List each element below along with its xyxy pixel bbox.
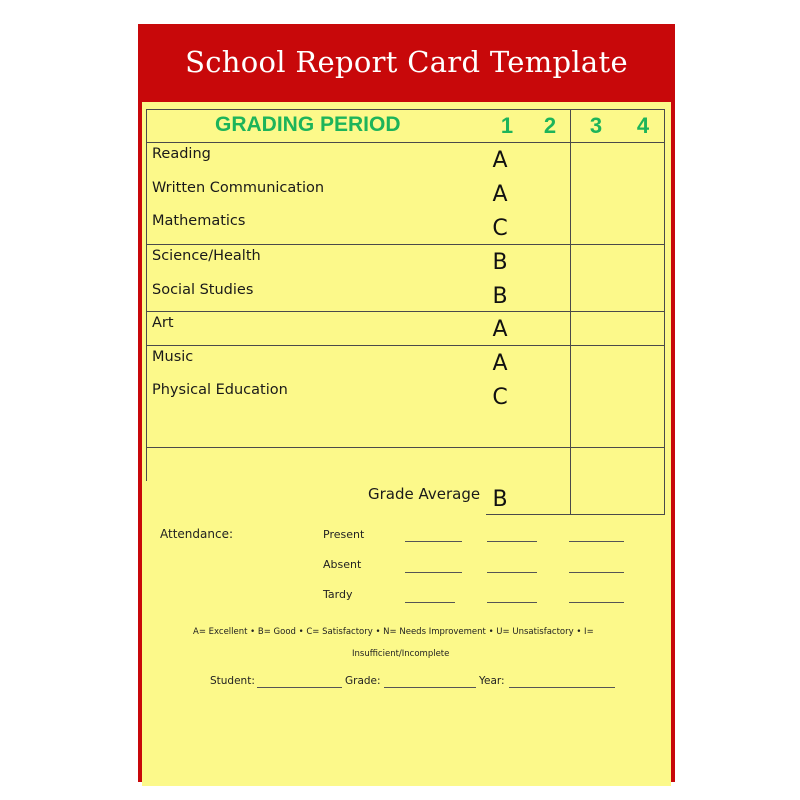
- subject-grade: C: [492, 385, 508, 410]
- attendance-blank: [569, 572, 624, 573]
- subject-name: Science/Health: [152, 248, 261, 264]
- attendance-row-label: Tardy: [323, 588, 353, 601]
- table-top-border: [146, 109, 665, 110]
- period-1-label: 1: [500, 113, 514, 138]
- grade-average-label: Grade Average: [368, 485, 481, 503]
- table-group-divider: [146, 311, 665, 312]
- subject-name: Mathematics: [152, 213, 246, 229]
- table-group-divider: [146, 345, 665, 346]
- table-left-border: [146, 109, 147, 481]
- year-field-label: Year:: [479, 675, 505, 687]
- student-field-label: Student:: [210, 675, 255, 687]
- attendance-blank: [487, 541, 537, 542]
- subject-grade: C: [492, 216, 508, 241]
- page-title: School Report Card Template: [185, 45, 628, 79]
- period-3-label: 3: [589, 113, 603, 138]
- grade-legend-line-1: A= Excellent • B= Good • C= Satisfactory • N= Needs Improvement • U= Unsatisfactory • I=: [193, 627, 594, 637]
- subject-grade: A: [492, 148, 508, 173]
- attendance-blank: [405, 602, 455, 603]
- subject-name: Reading: [152, 146, 211, 162]
- subject-grade: A: [492, 317, 508, 342]
- attendance-blank: [487, 602, 537, 603]
- grade-field-label: Grade:: [345, 675, 381, 687]
- subject-name: Physical Education: [152, 382, 288, 398]
- table-header-divider: [146, 142, 665, 143]
- attendance-blank: [569, 541, 624, 542]
- attendance-label: Attendance:: [160, 527, 233, 541]
- subject-grade: B: [492, 250, 508, 275]
- grade-legend-line-2: Insufficient/Incomplete: [352, 649, 450, 659]
- grading-period-label: GRADING PERIOD: [215, 113, 401, 136]
- attendance-blank: [405, 572, 462, 573]
- table-group-divider: [146, 244, 665, 245]
- table-group-divider: [146, 447, 665, 448]
- subject-name: Music: [152, 349, 194, 365]
- year-blank[interactable]: [509, 687, 615, 688]
- table-right-border: [664, 109, 665, 515]
- attendance-row-label: Absent: [323, 558, 362, 571]
- grade-average-value: B: [492, 487, 508, 512]
- subject-name: Social Studies: [152, 282, 254, 298]
- attendance-row-label: Present: [323, 528, 365, 541]
- subject-grade: A: [492, 182, 508, 207]
- table-period-divider: [570, 109, 571, 515]
- period-4-label: 4: [636, 113, 650, 138]
- grade-blank[interactable]: [384, 687, 476, 688]
- subject-grade: A: [492, 351, 508, 376]
- attendance-blank: [569, 602, 624, 603]
- subject-name: Written Communication: [152, 180, 325, 196]
- table-bottom-border: [486, 514, 665, 515]
- student-blank[interactable]: [257, 687, 342, 688]
- attendance-blank: [405, 541, 462, 542]
- subject-name: Art: [152, 315, 174, 331]
- period-2-label: 2: [543, 113, 557, 138]
- subject-grade: B: [492, 284, 508, 309]
- attendance-blank: [487, 572, 537, 573]
